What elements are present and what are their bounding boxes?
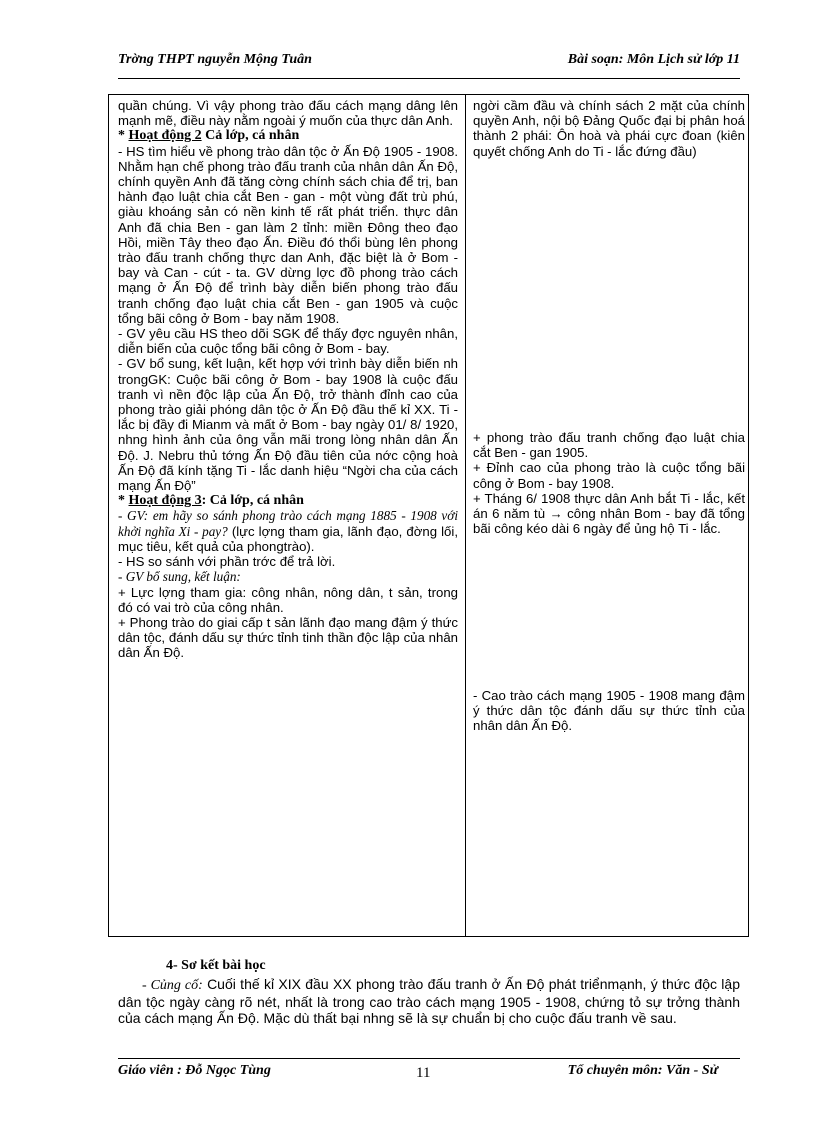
teacher-name: Giáo viên : Đỗ Ngọc Tùng [118,1063,271,1078]
paragraph: - HS tìm hiểu về phong trào dân tộc ở Ấn Độ 1905 - 1908. Nhằm hạn chế phong trào đấu tranh của nhân dân Ấn Độ, chính quyền Anh đã tăng cờng chính sách chia để trị, ban hành đạo luật chia cắt Ben - gan - một vùng đất trù phú, giàu khoáng sản có nền kinh tế rất phát triển. thực dân Anh đã chia Ben - gan làm 2 tỉnh: miền Đông theo đạo Hồi, miền Tây theo đạo Ấn. Điều đó thổi bùng lên phong trào đấu tranh chống thực dan Anh, đặc biệt là ở Bom - bay và Can - cút - ta. GV dừng lợc đồ phong trào cách mạng ở Ấn Độ để trình bày diễn biến phong trào đấu tranh chống đạo luật chia cắt Ben - gan 1905 và cuộc tổng bãi công ở Bom - bay năm 1908. [118,143,458,326]
paragraph: + Tháng 6/ 1908 thực dân Anh bắt Ti - lắc, kết án 6 năm tù → công nhân Bom - bay đã tổng bãi công kéo dài 6 ngày để ủng hộ Ti - lắc. [473,490,745,537]
section-title: 4- Sơ kết bài học [166,958,266,973]
activity-3-heading [118,493,458,508]
activity-2-heading [118,128,458,143]
summary-text: Cuối thế kỉ XIX đầu XX phong trào đấu tranh ở Ấn Độ phát triểnmạnh, ý thức độc lập dân tộc ngày càng rõ nét, nhất là trong cao trào cách mạng 1905 - 1908, chứng tỏ sự trởng thành của cách mạng Ấn Độ. Mặc dù thất bại nhng sẽ là sự chuẩn bị cho cuộc đấu tranh về sau. [118,976,740,1026]
paragraph: - HS so sánh với phần trớc để trả lời. [118,554,336,570]
content-block-2 [473,430,745,536]
department-name: Tổ chuyên môn: Văn - Sử [567,1063,718,1078]
paragraph: + Phong trào do giai cấp t sản lãnh đạo mang đậm ý thức dân tộc, đánh dấu sự thức tỉnh tinh thần độc lập của nhân dân Ấn Độ. [118,614,458,661]
lesson-title: Bài soạn: Môn Lịch sử lớp 11 [567,52,740,67]
activity-3-label: Hoạt động 3 [128,493,202,509]
paragraph: + Lực lợng tham gia: công nhân, nông dân, t sản, trong đó có vai trò của công nhân. [118,584,458,615]
header-rule [118,78,740,79]
footer-rule [118,1058,740,1059]
paragraph: + phong trào đấu tranh chống đạo luật chia cắt Ben - gan 1905. [473,430,745,461]
paragraph [118,508,458,554]
activities-column [118,98,458,661]
activity-2-mode: Cả lớp, cá nhân [201,128,300,144]
activity-3-mode: : Cả lớp, cá nhân [201,493,304,509]
paragraph: quần chúng. Vì vậy phong trào đấu cách mạng dâng lên mạnh mẽ, điều này nằm ngoài ý muốn của thực dân Anh. [118,98,458,129]
heading-bullet: * [118,128,129,144]
paragraph: + Đỉnh cao của phong trào là cuộc tổng bãi công ở Bom - bay 1908. [473,460,745,491]
page-number: 11 [416,1065,431,1081]
activity-2-label: Hoạt động 2 [128,128,202,144]
summary-paragraph [118,976,740,1026]
content-block-1 [473,98,745,159]
paragraph: - GV yêu cầu HS theo dõi SGK để thấy đợc nguyên nhân, diễn biến của cuộc tổng bãi công ở Bom - bay. [118,326,458,357]
school-name: Trờng THPT nguyễn Mộng Tuân [118,52,312,67]
paragraph: - GV bổ sung, kết luận: [118,569,241,585]
column-divider [465,94,466,937]
paragraph: - GV bổ sung, kết luận, kết hợp với trình bày diễn biến nh trongGK: Cuộc bãi công ở Bom - bay 1908 là cuộc đấu tranh vì nền độc lập của Ấn Độ, trở thành đỉnh cao của phong trào giải phóng dân tộc ở Ấn Độ đầu thế kỉ XX. Ti - lắc bị đầy đi Mianm và mất ở Bom - bay ngày 01/ 8/ 1920, nhng hình ảnh của ông vẫn mãi trong lòng nhân dân Ấn Độ. J. Nebru thủ tớng Ấn Độ đầu tiên của nớc cộng hoà Ấn Độ đã kính tặng Ti - lắc danh hiệu “Ngời cha của cách mạng Ấn Độ” [118,356,458,494]
heading-bullet: * [118,493,129,509]
page-header [118,52,740,72]
page-footer [118,1063,740,1083]
paragraph: - Cao trào cách mạng 1905 - 1908 mang đậm ý thức dân tộc đánh dấu sự thức tỉnh của nhân dân Ấn Độ. [473,688,745,734]
paragraph: ngời cầm đầu và chính sách 2 mặt của chính quyền Anh, nội bộ Đảng Quốc đại bị phân hoá thành 2 phái: Ôn hoà và phái cực đoan (kiên quyết chống Anh do Ti - lắc đứng đầu) [473,98,745,159]
content-block-3 [473,688,745,734]
question-text: - GV: em hãy so sánh phong trào cách mạng 1885 - 1908 với khởi nghĩa Xi - pay? [118,508,458,539]
summary-label: - Củng cố: [142,978,203,993]
question-details: (lực lợng tham gia, lãnh đạo, đờng lối, mục tiêu, kết quả của phongtrào). [118,523,458,554]
